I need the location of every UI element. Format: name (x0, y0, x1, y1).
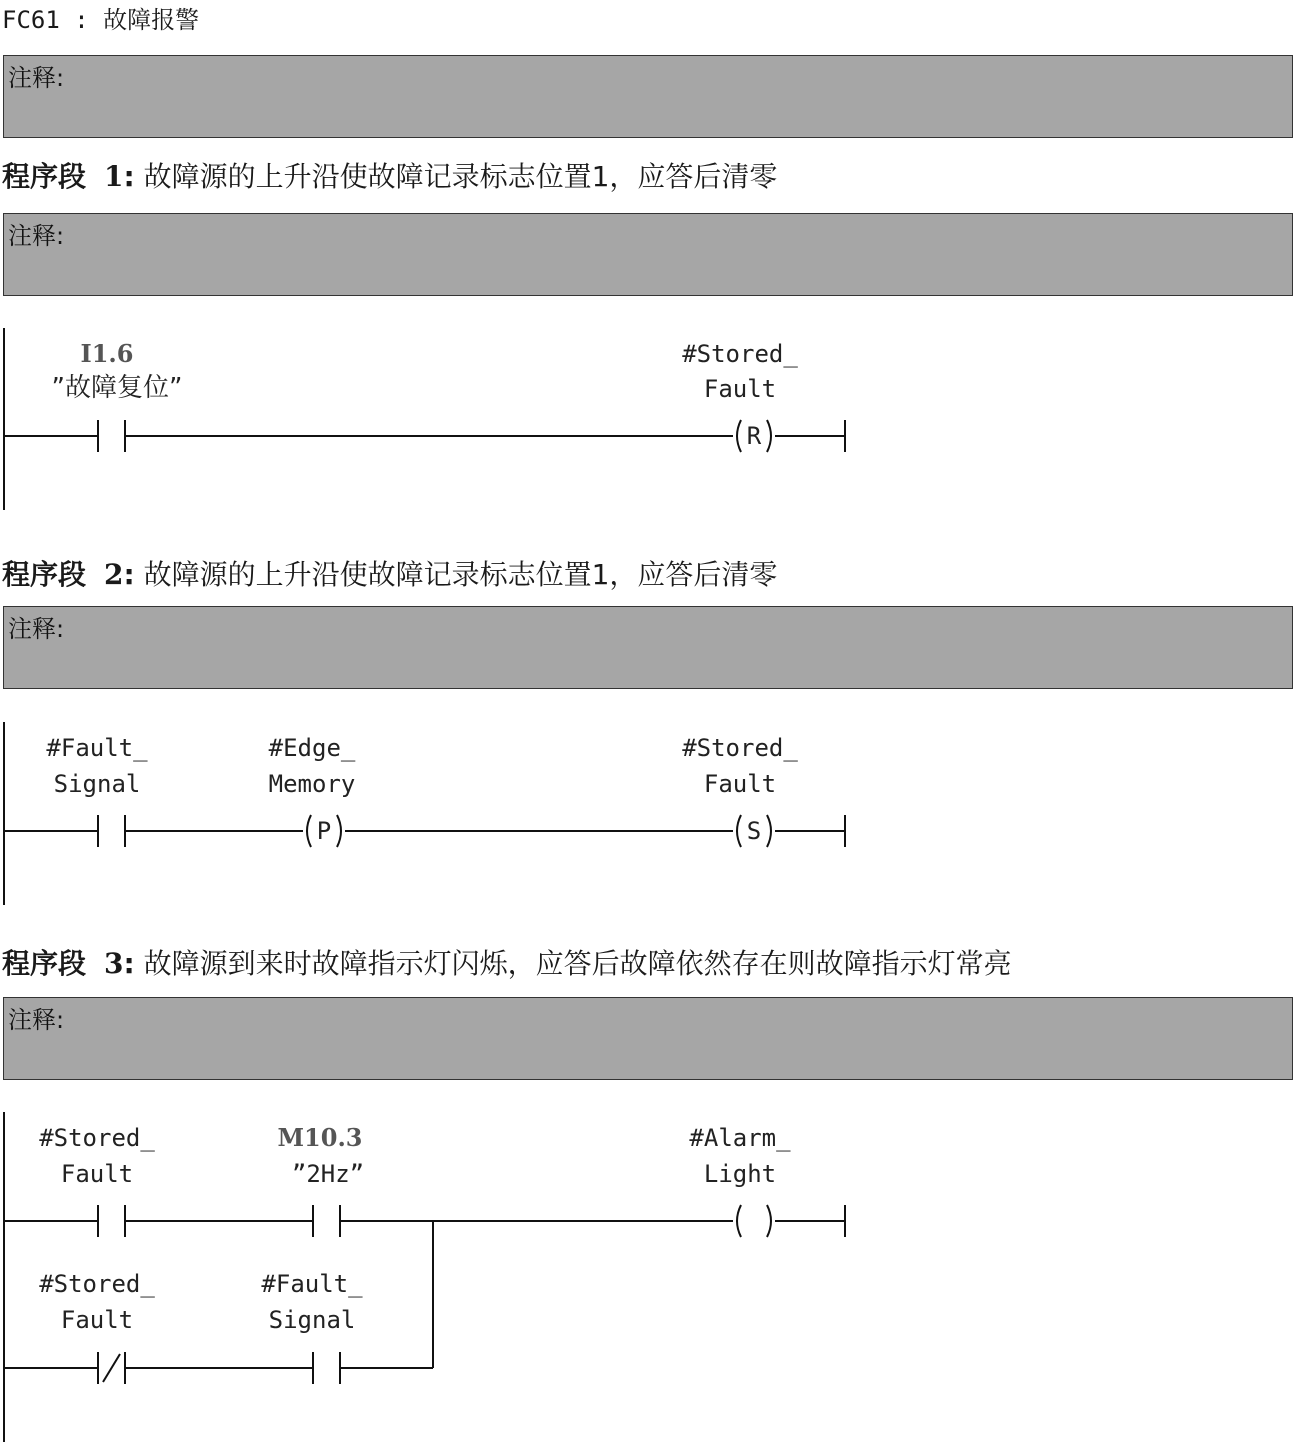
network-number: 3 (104, 947, 124, 980)
contact-address: I1.6 (80, 339, 134, 368)
contact-operand-line1: #Fault_ (46, 734, 148, 762)
contact-operand-line2: Signal (53, 770, 141, 798)
comment-label: 注释: (8, 64, 65, 92)
network-1-title[interactable]: 程序段 1: 故障源的上升沿使故障记录标志位置1，应答后清零 (2, 160, 778, 193)
contact-no-fault-signal[interactable] (261, 1270, 363, 1384)
coil-operand-line1: #Stored_ (682, 734, 798, 762)
contact-nc-stored-fault[interactable] (39, 1270, 155, 1384)
comment-label: 注释: (8, 1006, 65, 1034)
contact-address: M10.3 (277, 1123, 363, 1152)
contact-operand-line1: #Stored_ (39, 1270, 155, 1298)
coil-operand-line1: #Stored_ (682, 340, 798, 368)
coil-operand-line2: Fault (703, 770, 777, 798)
edge-type: P (316, 817, 332, 845)
contact-operand-line2: Fault (60, 1160, 134, 1188)
contact-operand-line2: Fault (60, 1306, 134, 1334)
coil-operand-line1: #Alarm_ (689, 1124, 791, 1152)
network-number: 1 (104, 160, 124, 193)
network-3-ladder[interactable] (4, 1112, 845, 1442)
network-description: 故障源的上升沿使故障记录标志位置1，应答后清零 (143, 558, 778, 591)
contact-operand-line1: #Fault_ (261, 1270, 363, 1298)
network-2-title[interactable]: 程序段 2: 故障源的上升沿使故障记录标志位置1，应答后清零 (2, 558, 778, 591)
network-description: 故障源到来时故障指示灯闪烁，应答后故障依然存在则故障指示灯常亮 (143, 947, 1012, 980)
comment-label: 注释: (8, 615, 65, 643)
network-label: 程序段 (2, 947, 87, 980)
network-label: 程序段 (2, 558, 87, 591)
contact-symbol: ”2Hz” (291, 1160, 365, 1188)
block-title: FC61 : 故障报警 (2, 6, 200, 34)
coil-operand-line2: Light (703, 1160, 777, 1188)
network-label: 程序段 (2, 160, 87, 193)
coil-operand-line2: Fault (703, 375, 777, 403)
comment-label: 注释: (8, 222, 65, 250)
coil-type: S (746, 817, 762, 845)
network-1-ladder[interactable] (4, 328, 845, 510)
edge-operand-line2: Memory (268, 770, 356, 798)
network-3-title[interactable]: 程序段 3: 故障源到来时故障指示灯闪烁，应答后故障依然存在则故障指示灯常亮 (2, 947, 1012, 980)
coil-type: R (746, 422, 762, 450)
contact-symbol: ”故障复位” (51, 373, 183, 403)
contact-operand-line1: #Stored_ (39, 1124, 155, 1152)
contact-operand-line2: Signal (268, 1306, 356, 1334)
network-2-ladder[interactable] (4, 722, 845, 905)
network-description: 故障源的上升沿使故障记录标志位置1，应答后清零 (143, 160, 778, 193)
network-number: 2 (104, 558, 124, 591)
edge-operand-line1: #Edge_ (268, 734, 356, 762)
contact-no-m10-3[interactable] (277, 1123, 364, 1237)
